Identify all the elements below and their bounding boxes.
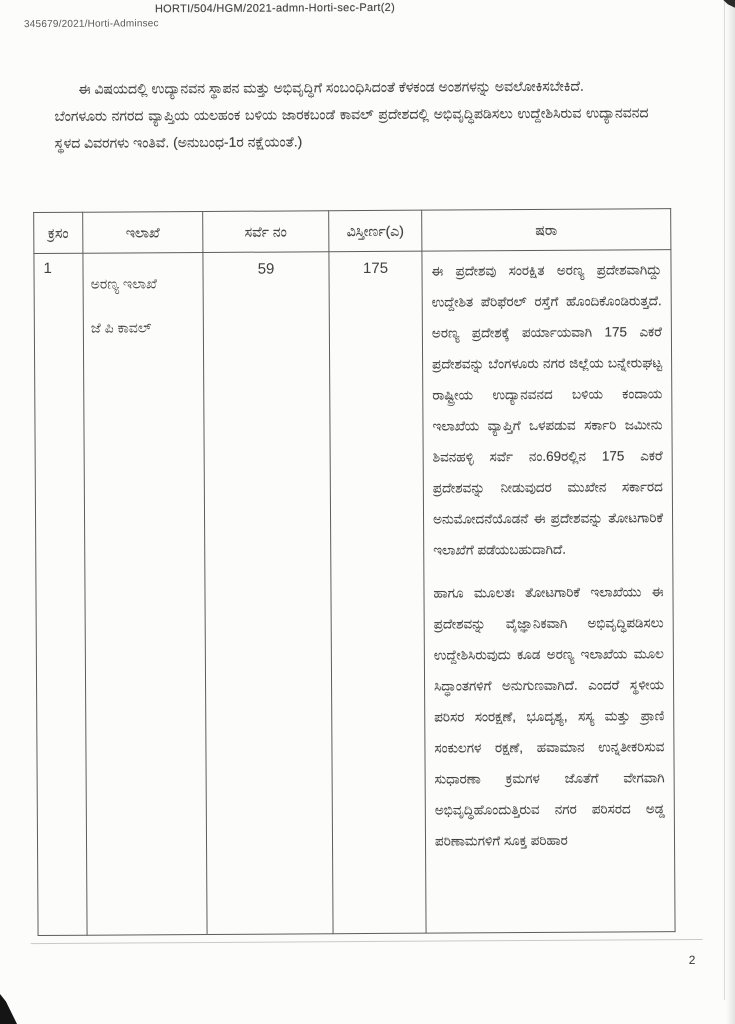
remarks-paragraph-2: ಹಾಗೂ ಮೂಲತಃ ತೋಟಗಾರಿಕೆ ಇಲಾಖೆಯು ಈ ಪ್ರದೇಶವನ್ನು ವೈಜ್ಞಾನಿಕವಾಗಿ ಅಭಿವೃದ್ಧಿಪಡಿಸಲು ಉದ್ದೇಶಿಸಿರುವುದು ಕೂಡ ಅರಣ್ಯ ಇಲಾಖೆಯ ಮೂಲ ಸಿದ್ಧಾಂತಗಳಿಗೆ ಅನುಗುಣವಾಗಿದೆ. ಎಂದರೆ ಸ್ಥಳೀಯ ಪರಿಸರ ಸಂರಕ್ಷಣೆ, ಭೂದೃಶ್ಯ, ಸಸ್ಯ ಮತ್ತು ಪ್ರಾಣಿ ಸಂಕುಲಗಳ ರಕ್ಷಣೆ, ಹವಾಮಾನ ಉನ್ನತೀಕರಿಸುವ ಸುಧಾರಣಾ ಕ್ರಮಗಳ ಜೊತೆಗೆ ವೇಗವಾಗಿ ಅಭಿವೃದ್ಧಿಹೊಂದುತ್ತಿರುವ ನಗರ ಪರಿಸರದ ಅಡ್ಡ ಪರಿಣಾಮಗಳಿಗೆ ಸೂಕ್ತ ಪರಿಹಾರ (433, 584, 665, 849)
paragraph-site-details: ಬೆಂಗಳೂರು ನಗರದ ವ್ಯಾಪ್ತಿಯ ಯಲಹಂಕ ಬಳಿಯ ಜಾರಕಬಂಡೆ ಕಾವಲ್ ಪ್ರದೇಶದಲ್ಲಿ ಅಭಿವೃದ್ಧಿಪಡಿಸಲು ಉದ್ದೇಶಿಸಿರುವ ಉದ್ಯಾನವನದ ಸ್ಥಳದ ವಿವರಗಳು ಇಂತಿವೆ. (ಅನುಬಂಧ-1ರ ನಕ್ಷೆಯಂತೆ.) (54, 104, 649, 151)
column-header-department: ಇಲಾಖೆ (83, 212, 203, 254)
file-reference-header: HORTI/504/HGM/2021-admn-Horti-sec-Part(2) (154, 1, 396, 16)
land-details-table (33, 208, 675, 936)
cell-extent: 175 (329, 251, 426, 934)
file-number-top-left: 345679/2021/Horti-Adminsec (23, 18, 159, 31)
scan-fold-line (31, 939, 703, 944)
cell-department (83, 253, 207, 936)
department-name: ಅರಣ್ಯ ಇಲಾಖೆ (90, 275, 157, 292)
remarks-paragraph-1: ಈ ಪ್ರದೇಶವು ಸಂರಕ್ಷಿತ ಅರಣ್ಯ ಪ್ರದೇಶವಾಗಿದ್ದು ಉದ್ದೇಶಿತ ಪೆರಿಫೆರಲ್ ರಸ್ತೆಗೆ ಹೊಂದಿಕೊಂಡಿರುತ್ತದೆ. ಅರಣ್ಯ ಪ್ರದೇಶಕ್ಕೆ ಪರ್ಯಾಯವಾಗಿ 175 ಎಕರೆ ಪ್ರದೇಶವನ್ನು ಬೆಂಗಳೂರು ನಗರ ಜಿಲ್ಲೆಯ ಬನ್ನೇರುಘಟ್ಟ ರಾಷ್ಟ್ರೀಯ ಉದ್ಯಾನವನದ ಬಳಿಯ ಕಂದಾಯ ಇಲಾಖೆಯ ವ್ಯಾಪ್ತಿಗೆ ಒಳಪಡುವ ಸರ್ಕಾರಿ ಜಮೀನು ಶಿವನಹಳ್ಳಿ ಸರ್ವೆ ನಂ.69ರಲ್ಲಿನ 175 ಎಕರೆ ಪ್ರದೇಶವನ್ನು ನೀಡುವುದರ ಮುಖೇನ ಸರ್ಕಾರದ ಅನುಮೋದನೆಯೊಡನೆ ಈ ಪ್ರದೇಶವನ್ನು ತೋಟಗಾರಿಕೆ ಇಲಾಖೆಗೆ ಪಡೆಯಬಹುದಾಗಿದೆ. (431, 262, 664, 558)
department-location: ಜೆ ಪಿ ಕಾವಲ್ (90, 319, 152, 336)
table-row (34, 250, 675, 936)
column-header-remarks: ಷರಾ (422, 209, 671, 252)
column-header-extent: ವಿಸ್ತೀರ್ಣ(ಎ) (329, 210, 422, 252)
column-header-sl-no: ಕ್ರಸಂ (34, 212, 83, 253)
table-header-row (34, 209, 671, 254)
paragraph-subject-note: ಈ ವಿಷಯದಲ್ಲಿ ಉದ್ಯಾನವನ ಸ್ಥಾಪನ ಮತ್ತು ಅಭಿವೃದ್ಧಿಗೆ ಸಂಬಂಧಿಸಿದಂತೆ ಕೆಳಕಂಡ ಅಂಶಗಳನ್ನು ಅವಲೋಕಿಸಬೇಕಿದೆ. (78, 77, 584, 97)
cell-remarks (422, 250, 675, 934)
paper-edge-line (724, 0, 725, 1000)
cell-survey-no: 59 (203, 252, 333, 935)
scan-edge-shadow (726, 0, 735, 1024)
cell-sl-no: 1 (34, 253, 87, 935)
column-header-survey-no: ಸರ್ವೆ ನಂ (203, 211, 329, 253)
intro-paragraphs (54, 72, 648, 157)
page-number: 2 (688, 953, 696, 968)
